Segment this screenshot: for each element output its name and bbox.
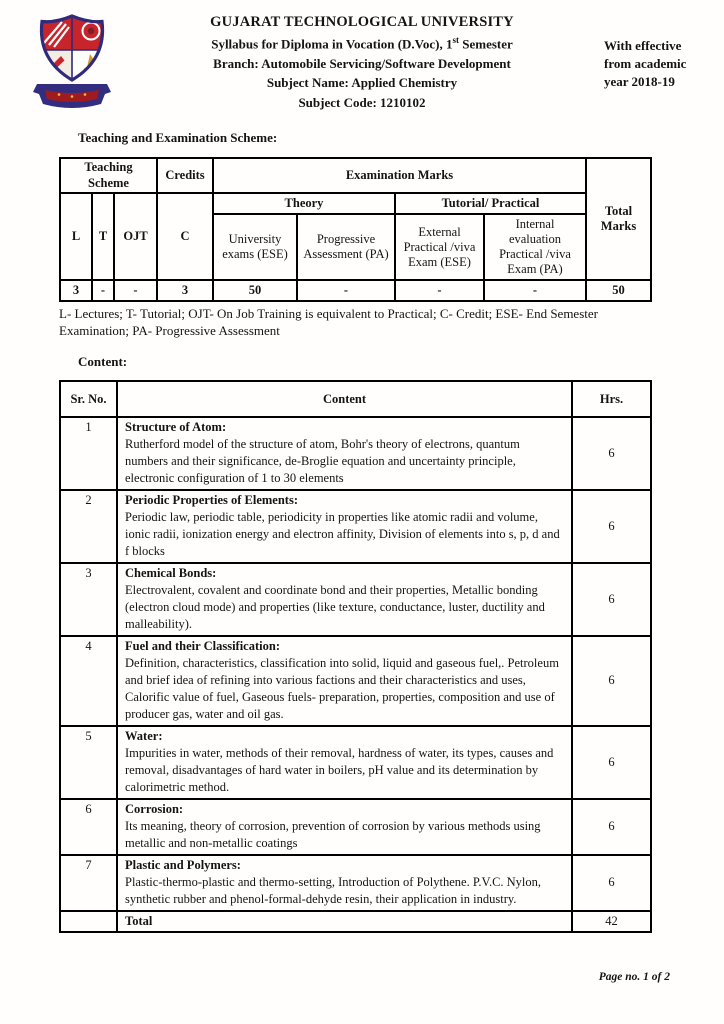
content-row: [60, 490, 651, 563]
row-hrs: 6: [572, 855, 651, 911]
topic-title: Plastic and Polymers:: [125, 858, 241, 872]
topic-title: Chemical Bonds:: [125, 566, 217, 580]
header-title-block: [130, 14, 594, 112]
gtu-logo-icon: [30, 13, 114, 109]
content-row: [60, 636, 651, 726]
scheme-table: [59, 157, 652, 302]
total-row: [60, 911, 651, 932]
topic-body: Rutherford model of the structure of atom, Bohr's theory of electrons, quantum numbers and their significance, de-Broglie equation and uncertainty principle, electronic configuration of 1 to 30 elements: [125, 437, 520, 485]
content-row: [60, 855, 651, 911]
theory-header: Theory: [213, 193, 395, 214]
page-number: Page no. 1 of 2: [598, 971, 670, 983]
topic-body: Electrovalent, covalent and coordinate bond and their properties, Metallic bonding (electron cloud mode) and properties (like texture, conductance, luster, ductility and malleability).: [125, 583, 545, 631]
content-heading: Content:: [78, 354, 128, 369]
content-row: [60, 417, 651, 490]
topic-body: Its meaning, theory of corrosion, prevention of corrosion by various methods using metallic and non-metallic coatings: [125, 819, 541, 850]
university-title: GUJARAT TECHNOLOGICAL UNIVERSITY: [210, 14, 514, 30]
value-ese: 50: [213, 280, 297, 301]
credits-header: Credits: [157, 158, 213, 193]
ordinal-superscript: st: [452, 35, 459, 45]
value-t: -: [92, 280, 114, 301]
row-content: [117, 799, 572, 855]
subcol-progressive-assessment: Progressive Assessment (PA): [297, 214, 395, 280]
row-sr: 1: [60, 417, 117, 490]
topic-title: Periodic Properties of Elements:: [125, 493, 298, 507]
col-header-sr-no: Sr. No.: [60, 381, 117, 417]
subcol-external-practical: External Practical /viva Exam (ESE): [395, 214, 484, 280]
value-ojt: -: [114, 280, 157, 301]
value-internal: -: [484, 280, 586, 301]
col-header-ojt: OJT: [114, 193, 157, 280]
syllabus-line: Syllabus for Diploma in Vocation (D.Voc), 1st Semester: [211, 35, 513, 52]
total-hours: 42: [572, 911, 651, 932]
topic-title: Corrosion:: [125, 802, 184, 816]
row-sr: 3: [60, 563, 117, 636]
effective-note: With effective from academic year 2018-19: [604, 38, 687, 89]
page-header: [0, 0, 724, 122]
row-content: [117, 417, 572, 490]
row-content: [117, 490, 572, 563]
topic-body: Plastic-thermo-plastic and thermo-setting, Introduction of Polythene. P.V.C. Nylon, synthetic rubber and phenol-formal-dehyde resin, their application in industry.: [125, 875, 542, 906]
topic-body: Impurities in water, methods of their removal, hardness of water, its types, causes and removal, disadvantages of hard water in boilers, pH value and its determination by calorimetric method.: [125, 746, 554, 794]
col-header-content: Content: [117, 381, 572, 417]
col-header-c: C: [157, 193, 213, 280]
row-content: [117, 636, 572, 726]
col-header-l: L: [60, 193, 92, 280]
topic-body: Definition, characteristics, classification into solid, liquid and gaseous fuel,. Petroleum and brief idea of refining into various factions and their characteristics and uses, Calorific value of fuel, Gaseous fuels- preparation, properties, composition and use of producer gas, water and oil gas.: [125, 656, 559, 721]
row-content: [117, 563, 572, 636]
branch-line: Branch: Automobile Servicing/Software Development: [213, 55, 511, 71]
row-hrs: 6: [572, 417, 651, 490]
row-hrs: 6: [572, 726, 651, 799]
value-total: 50: [586, 280, 651, 301]
row-hrs: 6: [572, 799, 651, 855]
row-content: [117, 855, 572, 911]
abbreviations-note: L- Lectures; T- Tutorial; OJT- On Job Training is equivalent to Practical; C- Credit; ESE- End Semester Examination; PA- Progressive Assessment: [59, 306, 598, 338]
total-empty-cell: [60, 911, 117, 932]
total-label: Total: [117, 911, 572, 932]
scheme-values-row: [60, 280, 651, 301]
content-row: [60, 726, 651, 799]
topic-title: Fuel and their Classification:: [125, 639, 280, 653]
row-hrs: 6: [572, 563, 651, 636]
row-sr: 7: [60, 855, 117, 911]
topic-title: Water:: [125, 729, 163, 743]
col-header-t: T: [92, 193, 114, 280]
teaching-scheme-header: Teaching Scheme: [60, 158, 157, 193]
row-sr: 4: [60, 636, 117, 726]
content-table: [59, 380, 652, 933]
topic-title: Structure of Atom:: [125, 420, 227, 434]
subject-name-line: Subject Name: Applied Chemistry: [266, 75, 458, 91]
row-sr: 2: [60, 490, 117, 563]
row-content: [117, 726, 572, 799]
col-header-hrs: Hrs.: [572, 381, 651, 417]
value-c: 3: [157, 280, 213, 301]
total-marks-header: Total Marks: [586, 158, 651, 280]
tutorial-practical-header: Tutorial/ Practical: [395, 193, 586, 214]
row-sr: 5: [60, 726, 117, 799]
content-row: [60, 563, 651, 636]
subcol-university-exams: University exams (ESE): [213, 214, 297, 280]
value-pa: -: [297, 280, 395, 301]
subcol-internal-evaluation: Internal evaluation Practical /viva Exam (PA): [484, 214, 586, 280]
examination-marks-header: Examination Marks: [213, 158, 586, 193]
row-hrs: 6: [572, 490, 651, 563]
scheme-heading: Teaching and Examination Scheme:: [78, 130, 278, 145]
topic-body: Periodic law, periodic table, periodicity in properties like atomic radii and volume, ionic radii, ionization energy and electron affinity, Division of elements into s, p, d and f blocks: [125, 510, 560, 558]
subject-code-line: Subject Code: 1210102: [298, 94, 426, 110]
value-l: 3: [60, 280, 92, 301]
value-external: -: [395, 280, 484, 301]
row-hrs: 6: [572, 636, 651, 726]
row-sr: 6: [60, 799, 117, 855]
content-row: [60, 799, 651, 855]
